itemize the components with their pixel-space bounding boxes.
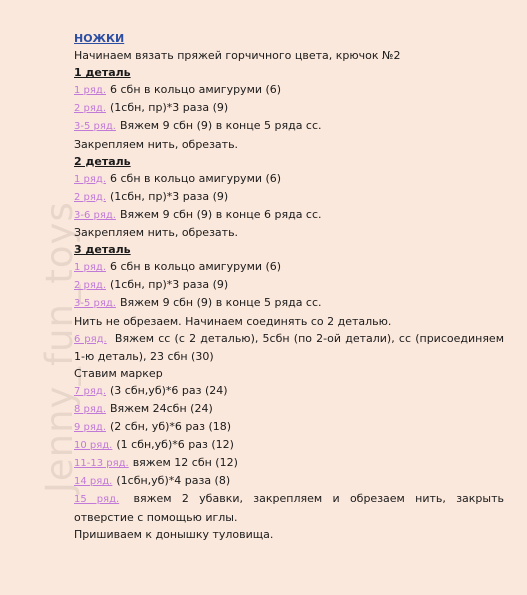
- pattern-row: [74, 188, 504, 206]
- pattern-text: [74, 30, 504, 543]
- row-text: (1сбн, пр)*3 раза (9): [110, 278, 229, 292]
- pattern-row: [74, 400, 504, 418]
- row-number: 15 ряд.: [74, 494, 120, 506]
- marker-note: Ставим маркер: [74, 366, 163, 380]
- pattern-row: [74, 81, 504, 99]
- row-number: 1 ряд.: [74, 173, 106, 185]
- part-note: Закрепляем нить, обрезать.: [74, 226, 239, 240]
- row-text: (3 сбн,уб)*6 раз (24): [110, 383, 228, 397]
- row-number: 1 ряд.: [74, 262, 106, 274]
- part-heading: 2 деталь: [74, 154, 131, 168]
- pattern-row: [74, 436, 504, 454]
- row-text: Вяжем 9 сбн (9) в конце 5 ряда сс.: [119, 119, 322, 133]
- pattern-row: [74, 330, 504, 365]
- pattern-row: [74, 258, 504, 276]
- row-number: 9 ряд.: [74, 422, 106, 434]
- part-heading: 3 деталь: [74, 243, 131, 257]
- row-text: Вяжем 9 сбн (9) в конце 5 ряда сс.: [119, 296, 322, 310]
- row-text: (1 сбн,уб)*6 раз (12): [116, 438, 234, 452]
- pattern-row: [74, 206, 504, 224]
- row-number: 3-5 ряд.: [74, 121, 116, 133]
- row-text: 6 сбн в кольцо амигуруми (6): [110, 171, 282, 185]
- part-heading: 1 деталь: [74, 66, 131, 80]
- row-number: 14 ряд.: [74, 476, 113, 488]
- row-text: (2 сбн, уб)*6 раз (18): [110, 420, 232, 434]
- row-text: Вяжем 9 сбн (9) в конце 6 ряда сс.: [119, 207, 322, 221]
- pattern-row: [74, 117, 504, 135]
- row-text: 6 сбн в кольцо амигуруми (6): [110, 83, 282, 97]
- row-number: 3-6 ряд.: [74, 209, 116, 221]
- pattern-row: [74, 490, 504, 525]
- pattern-row: [74, 472, 504, 490]
- part-note: Закрепляем нить, обрезать.: [74, 137, 239, 151]
- intro-line: Начинаем вязать пряжей горчичного цвета, крючок №2: [74, 49, 401, 63]
- row-number: 2 ряд.: [74, 103, 106, 115]
- row-text: Вяжем сс (с 2 деталью), 5сбн (по 2-ой детали), сс (присоединяем 1-ю деталь), 23 сбн (30): [74, 331, 505, 363]
- row-number: 2 ряд.: [74, 280, 106, 292]
- watermark: Jenny_fun_toys: [38, 201, 81, 493]
- row-text: Вяжем 24сбн (24): [110, 401, 213, 415]
- pattern-row: [74, 170, 504, 188]
- row-number: 11-13 ряд.: [74, 458, 129, 470]
- row-text: вяжем 2 убавки, закрепляем и обрезаем нить, закрыть отверстие с помощью иглы.: [74, 492, 504, 524]
- row-text: 6 сбн в кольцо амигуруми (6): [110, 260, 282, 274]
- part-note: Нить не обрезаем. Начинаем соединять со 2 деталью.: [74, 314, 392, 328]
- row-number: 6 ряд.: [74, 333, 107, 345]
- row-number: 1 ряд.: [74, 85, 106, 97]
- pattern-row: [74, 418, 504, 436]
- section-title: НОЖКИ: [74, 32, 125, 45]
- row-text: вяжем 12 сбн (12): [132, 456, 238, 470]
- pattern-row: [74, 99, 504, 117]
- pattern-row: [74, 454, 504, 472]
- final-note: Пришиваем к донышку туловища.: [74, 527, 274, 541]
- row-text: (1сбн, пр)*3 раза (9): [110, 189, 229, 203]
- row-text: (1сбн,уб)*4 раза (8): [116, 474, 231, 488]
- pattern-row: [74, 382, 504, 400]
- pattern-row: [74, 294, 504, 312]
- pattern-row: [74, 276, 504, 294]
- row-text: (1сбн, пр)*3 раза (9): [110, 101, 229, 115]
- row-number: 7 ряд.: [74, 385, 106, 397]
- row-number: 2 ряд.: [74, 191, 106, 203]
- row-number: 10 ряд.: [74, 440, 113, 452]
- row-number: 3-5 ряд.: [74, 298, 116, 310]
- row-number: 8 ряд.: [74, 403, 106, 415]
